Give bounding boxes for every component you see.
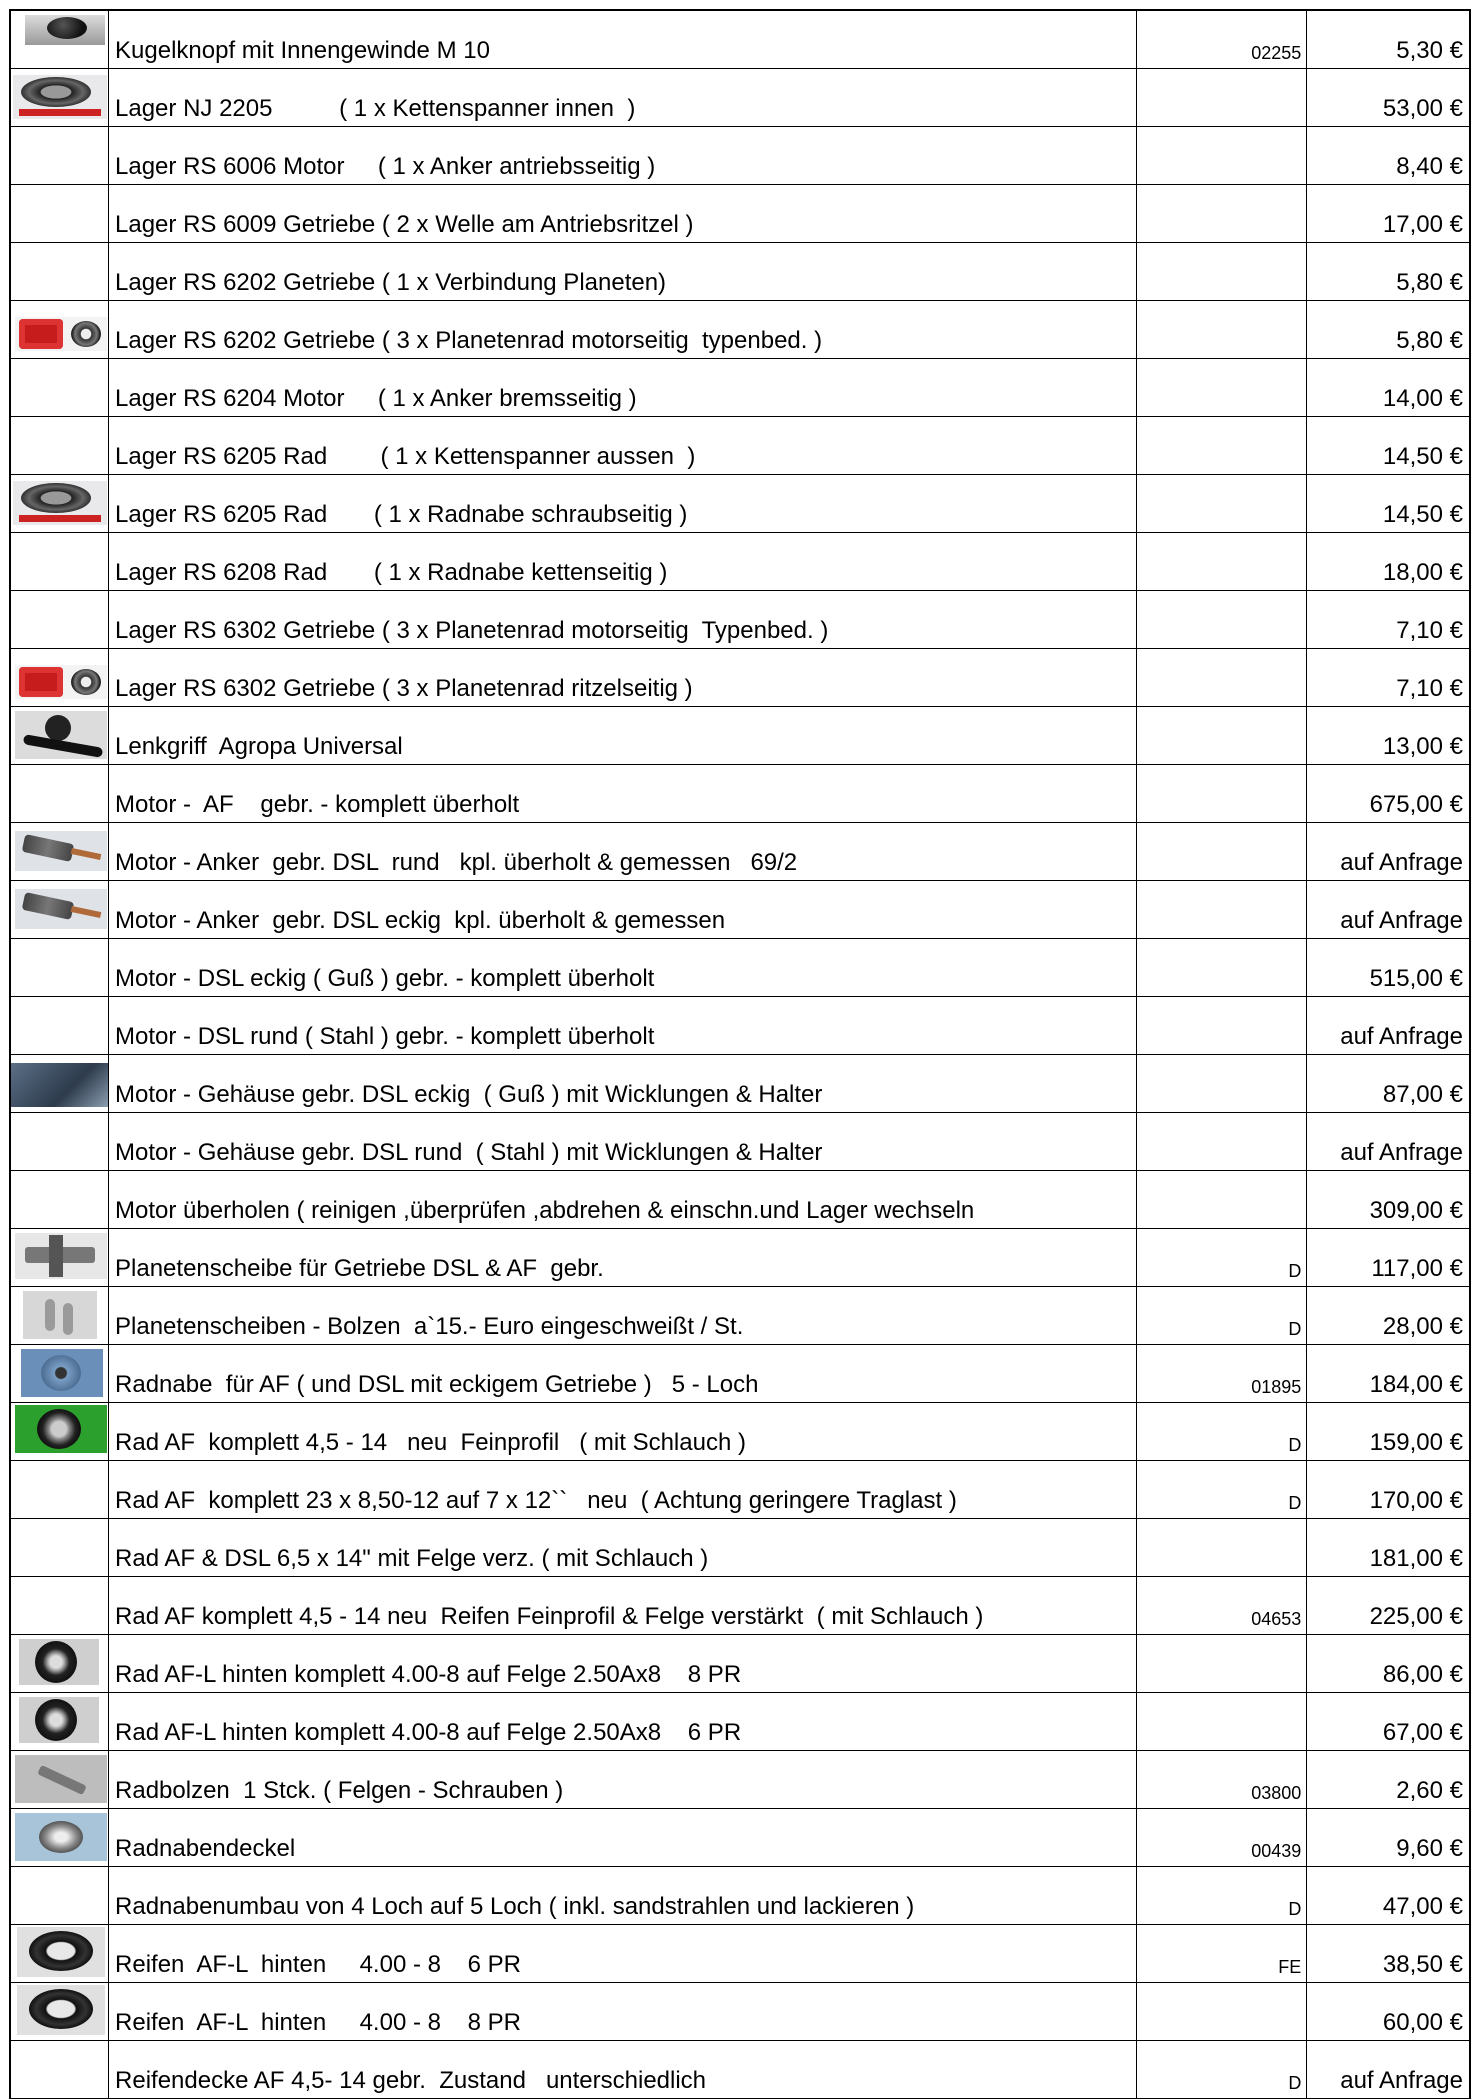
item-description: Planetenscheiben - Bolzen a`15.- Euro eingeschweißt / St. xyxy=(115,1313,744,1340)
item-description-cell xyxy=(109,1403,1137,1461)
product-image-cell xyxy=(10,1983,109,2041)
table-row xyxy=(10,2041,1470,2099)
hub-cap-icon xyxy=(15,1813,107,1861)
item-code: 00439 xyxy=(1251,1841,1302,1861)
item-price-cell xyxy=(1307,69,1470,127)
item-price-cell xyxy=(1307,1867,1470,1925)
product-image-cell xyxy=(10,1925,109,1983)
table-row xyxy=(10,1635,1470,1693)
product-image-cell xyxy=(10,765,109,823)
item-code-cell xyxy=(1137,1693,1307,1751)
item-price-cell xyxy=(1307,1229,1470,1287)
item-price-cell xyxy=(1307,1809,1470,1867)
product-image-cell xyxy=(10,301,109,359)
item-price-cell xyxy=(1307,417,1470,475)
item-code-cell xyxy=(1137,127,1307,185)
item-price-cell xyxy=(1307,881,1470,939)
item-description-cell xyxy=(109,1809,1137,1867)
table-row xyxy=(10,359,1470,417)
item-description-cell xyxy=(109,69,1137,127)
item-description-cell xyxy=(109,1345,1137,1403)
bolt-pins-icon xyxy=(23,1291,97,1339)
product-image-cell xyxy=(10,707,109,765)
item-price: 53,00 € xyxy=(1382,95,1463,122)
item-price: 181,00 € xyxy=(1369,1545,1463,1572)
table-row xyxy=(10,1809,1470,1867)
item-code-cell xyxy=(1137,591,1307,649)
item-price: 5,80 € xyxy=(1396,327,1463,354)
item-description: Lager RS 6302 Getriebe ( 3 x Planetenrad ritzelseitig ) xyxy=(115,675,693,702)
motor-housing-icon xyxy=(11,1063,109,1107)
product-image-cell xyxy=(10,1113,109,1171)
item-description: Planetenscheibe für Getriebe DSL & AF gebr. xyxy=(115,1255,604,1282)
product-image-cell xyxy=(10,475,109,533)
item-price: 60,00 € xyxy=(1382,2009,1463,2036)
item-description: Lager RS 6202 Getriebe ( 1 x Verbindung Planeten) xyxy=(115,269,667,296)
item-description: Lager RS 6208 Rad ( 1 x Radnabe kettenseitig ) xyxy=(115,559,668,586)
item-price-cell xyxy=(1307,1055,1470,1113)
table-row xyxy=(10,127,1470,185)
item-description: Lager RS 6302 Getriebe ( 3 x Planetenrad motorseitig Typenbed. ) xyxy=(115,617,829,644)
product-image-cell xyxy=(10,69,109,127)
item-description-cell xyxy=(109,823,1137,881)
item-price-cell xyxy=(1307,127,1470,185)
item-code: D xyxy=(1288,1435,1302,1455)
item-description: Lager RS 6006 Motor ( 1 x Anker antriebsseitig ) xyxy=(115,153,656,180)
product-image-cell xyxy=(10,1519,109,1577)
item-price: 184,00 € xyxy=(1369,1371,1463,1398)
item-code-cell xyxy=(1137,10,1307,69)
parts-price-table xyxy=(9,9,1471,2099)
item-description-cell xyxy=(109,939,1137,997)
item-description-cell xyxy=(109,997,1137,1055)
item-price: 28,00 € xyxy=(1382,1313,1463,1340)
item-code: D xyxy=(1288,1261,1302,1281)
table-row xyxy=(10,1983,1470,2041)
item-code-cell xyxy=(1137,1635,1307,1693)
table-row xyxy=(10,185,1470,243)
table-row xyxy=(10,1345,1470,1403)
table-row xyxy=(10,1171,1470,1229)
item-code: 02255 xyxy=(1251,43,1302,63)
table-row xyxy=(10,69,1470,127)
item-code: FE xyxy=(1278,1957,1302,1977)
bearing-icon xyxy=(13,75,107,119)
item-description: Motor überholen ( reinigen ,überprüfen ,abdrehen & einschn.und Lager wechseln xyxy=(115,1197,975,1224)
table-row xyxy=(10,1461,1470,1519)
item-description: Radnabendeckel xyxy=(115,1835,296,1862)
product-image-cell xyxy=(10,1809,109,1867)
item-description: Lager RS 6009 Getriebe ( 2 x Welle am Antriebsritzel ) xyxy=(115,211,694,238)
item-price-cell xyxy=(1307,1113,1470,1171)
item-price-cell xyxy=(1307,2041,1470,2099)
item-price: 9,60 € xyxy=(1396,1835,1463,1862)
item-price-cell xyxy=(1307,707,1470,765)
item-price: 14,50 € xyxy=(1382,443,1463,470)
item-description: Lenkgriff Agropa Universal xyxy=(115,733,403,760)
wheel-green-icon xyxy=(15,1405,107,1453)
item-description-cell xyxy=(109,1983,1137,2041)
item-code-cell xyxy=(1137,765,1307,823)
item-description-cell xyxy=(109,475,1137,533)
item-price: 2,60 € xyxy=(1396,1777,1463,1804)
item-code-cell xyxy=(1137,185,1307,243)
table-row xyxy=(10,417,1470,475)
item-description-cell xyxy=(109,1171,1137,1229)
item-code-cell xyxy=(1137,1229,1307,1287)
item-description: Lager RS 6205 Rad ( 1 x Radnabe schraubseitig ) xyxy=(115,501,688,528)
item-price: 67,00 € xyxy=(1382,1719,1463,1746)
item-price-cell xyxy=(1307,591,1470,649)
item-description: Rad AF-L hinten komplett 4.00-8 auf Felge 2.50Ax8 8 PR xyxy=(115,1661,742,1688)
item-price: 47,00 € xyxy=(1382,1893,1463,1920)
table-row xyxy=(10,765,1470,823)
item-code-cell xyxy=(1137,359,1307,417)
item-description: Rad AF komplett 23 x 8,50-12 auf 7 x 12`` neu ( Achtung geringere Traglast ) xyxy=(115,1487,957,1514)
item-price: 5,80 € xyxy=(1396,269,1463,296)
item-description-cell xyxy=(109,1055,1137,1113)
item-price: 13,00 € xyxy=(1382,733,1463,760)
item-description-cell xyxy=(109,301,1137,359)
item-price-cell xyxy=(1307,1693,1470,1751)
item-price: 675,00 € xyxy=(1369,791,1463,818)
table-row xyxy=(10,997,1470,1055)
item-code-cell xyxy=(1137,1171,1307,1229)
item-description-cell xyxy=(109,1461,1137,1519)
product-image-cell xyxy=(10,997,109,1055)
item-description: Kugelknopf mit Innengewinde M 10 xyxy=(115,37,490,64)
product-image-cell xyxy=(10,1693,109,1751)
item-price: auf Anfrage xyxy=(1340,907,1463,934)
product-image-cell xyxy=(10,1403,109,1461)
item-description-cell xyxy=(109,359,1137,417)
item-code-cell xyxy=(1137,417,1307,475)
item-code-cell xyxy=(1137,475,1307,533)
item-price: 117,00 € xyxy=(1371,1255,1463,1282)
item-price-cell xyxy=(1307,10,1470,69)
product-image-cell xyxy=(10,1461,109,1519)
item-description: Rad AF & DSL 6,5 x 14" mit Felge verz. ( mit Schlauch ) xyxy=(115,1545,709,1572)
item-price: 14,50 € xyxy=(1382,501,1463,528)
item-price: auf Anfrage xyxy=(1340,1023,1463,1050)
item-description-cell xyxy=(109,649,1137,707)
item-price: 515,00 € xyxy=(1369,965,1463,992)
item-description-cell xyxy=(109,591,1137,649)
item-price: auf Anfrage xyxy=(1340,2067,1463,2094)
item-description: Radnabenumbau von 4 Loch auf 5 Loch ( inkl. sandstrahlen und lackieren ) xyxy=(115,1893,915,1920)
item-description: Motor - Anker gebr. DSL rund kpl. überholt & gemessen 69/2 xyxy=(115,849,798,876)
item-description: Lager RS 6204 Motor ( 1 x Anker bremsseitig ) xyxy=(115,385,637,412)
table-row xyxy=(10,1403,1470,1461)
table-row xyxy=(10,881,1470,939)
item-description: Motor - DSL eckig ( Guß ) gebr. - komplett überholt xyxy=(115,965,655,992)
item-code-cell xyxy=(1137,301,1307,359)
item-price: 87,00 € xyxy=(1382,1081,1463,1108)
product-image-cell xyxy=(10,1171,109,1229)
item-code-cell xyxy=(1137,1113,1307,1171)
item-price: 38,50 € xyxy=(1382,1951,1463,1978)
item-description-cell xyxy=(109,10,1137,69)
table-row xyxy=(10,1577,1470,1635)
item-code-cell xyxy=(1137,1403,1307,1461)
item-price-cell xyxy=(1307,243,1470,301)
product-image-cell xyxy=(10,1867,109,1925)
item-description-cell xyxy=(109,2041,1137,2099)
tire-icon xyxy=(17,1927,105,1977)
item-price: 170,00 € xyxy=(1369,1487,1463,1514)
item-code: 03800 xyxy=(1251,1783,1302,1803)
item-code-cell xyxy=(1137,649,1307,707)
item-price: 8,40 € xyxy=(1396,153,1463,180)
item-price-cell xyxy=(1307,1403,1470,1461)
item-description: Motor - AF gebr. - komplett überholt xyxy=(115,791,520,818)
item-price: 309,00 € xyxy=(1369,1197,1463,1224)
item-code-cell xyxy=(1137,1809,1307,1867)
table-row xyxy=(10,1519,1470,1577)
item-description: Reifen AF-L hinten 4.00 - 8 6 PR xyxy=(115,1951,521,1978)
armature-icon xyxy=(15,831,107,871)
item-price: auf Anfrage xyxy=(1340,1139,1463,1166)
table-row xyxy=(10,475,1470,533)
item-description-cell xyxy=(109,1229,1137,1287)
table-row xyxy=(10,707,1470,765)
item-code-cell xyxy=(1137,823,1307,881)
item-description-cell xyxy=(109,1635,1137,1693)
item-price: 225,00 € xyxy=(1369,1603,1463,1630)
item-code-cell xyxy=(1137,1925,1307,1983)
item-description: Radnabe für AF ( und DSL mit eckigem Getriebe ) 5 - Loch xyxy=(115,1371,759,1398)
item-price-cell xyxy=(1307,475,1470,533)
product-image-cell xyxy=(10,10,109,69)
product-image-cell xyxy=(10,649,109,707)
item-description: Motor - DSL rund ( Stahl ) gebr. - komplett überholt xyxy=(115,1023,655,1050)
item-price-cell xyxy=(1307,1287,1470,1345)
item-code-cell xyxy=(1137,1345,1307,1403)
product-image-cell xyxy=(10,939,109,997)
table-row xyxy=(10,939,1470,997)
table-row xyxy=(10,1055,1470,1113)
table-row xyxy=(10,1693,1470,1751)
item-description-cell xyxy=(109,1751,1137,1809)
red-bearing-icon xyxy=(15,317,107,351)
parts-rows xyxy=(10,10,1470,2099)
item-description: Rad AF-L hinten komplett 4.00-8 auf Felge 2.50Ax8 6 PR xyxy=(115,1719,742,1746)
table-row xyxy=(10,1867,1470,1925)
item-description-cell xyxy=(109,1287,1137,1345)
item-price-cell xyxy=(1307,1519,1470,1577)
item-price-cell xyxy=(1307,533,1470,591)
item-description: Reifendecke AF 4,5- 14 gebr. Zustand unterschiedlich xyxy=(115,2067,707,2094)
item-description-cell xyxy=(109,881,1137,939)
wheel-icon xyxy=(19,1639,99,1685)
product-image-cell xyxy=(10,2041,109,2099)
bearing-icon xyxy=(13,481,107,525)
item-code-cell xyxy=(1137,1287,1307,1345)
product-image-cell xyxy=(10,359,109,417)
item-code-cell xyxy=(1137,1519,1307,1577)
item-description: Motor - Gehäuse gebr. DSL eckig ( Guß ) mit Wicklungen & Halter xyxy=(115,1081,823,1108)
steering-grip-icon xyxy=(15,711,107,759)
item-code-cell xyxy=(1137,2041,1307,2099)
item-price-cell xyxy=(1307,823,1470,881)
item-description-cell xyxy=(109,185,1137,243)
tire-icon xyxy=(17,1985,105,2035)
armature-icon xyxy=(15,889,107,929)
item-code: 04653 xyxy=(1251,1609,1302,1629)
item-code-cell xyxy=(1137,1751,1307,1809)
item-code-cell xyxy=(1137,243,1307,301)
item-description-cell xyxy=(109,707,1137,765)
table-row xyxy=(10,1287,1470,1345)
item-description-cell xyxy=(109,533,1137,591)
item-description: Rad AF komplett 4,5 - 14 neu Reifen Feinprofil & Felge verstärkt ( mit Schlauch ) xyxy=(115,1603,984,1630)
item-code-cell xyxy=(1137,1983,1307,2041)
product-image-cell xyxy=(10,823,109,881)
item-price-cell xyxy=(1307,1751,1470,1809)
item-price-cell xyxy=(1307,1577,1470,1635)
product-image-cell xyxy=(10,533,109,591)
table-row xyxy=(10,10,1470,69)
product-image-cell xyxy=(10,1287,109,1345)
item-description-cell xyxy=(109,1577,1137,1635)
item-code: D xyxy=(1288,1899,1302,1919)
item-price-cell xyxy=(1307,765,1470,823)
item-price: 7,10 € xyxy=(1396,675,1463,702)
item-code-cell xyxy=(1137,1867,1307,1925)
item-description: Rad AF komplett 4,5 - 14 neu Feinprofil ( mit Schlauch ) xyxy=(115,1429,746,1456)
table-row xyxy=(10,591,1470,649)
item-code-cell xyxy=(1137,1577,1307,1635)
item-description-cell xyxy=(109,1867,1137,1925)
table-row xyxy=(10,1925,1470,1983)
product-image-cell xyxy=(10,1229,109,1287)
item-price-cell xyxy=(1307,1635,1470,1693)
item-code-cell xyxy=(1137,69,1307,127)
item-price-cell xyxy=(1307,997,1470,1055)
item-price-cell xyxy=(1307,939,1470,997)
planet-disc-icon xyxy=(15,1233,107,1279)
item-description-cell xyxy=(109,1519,1137,1577)
item-code-cell xyxy=(1137,533,1307,591)
product-image-cell xyxy=(10,243,109,301)
item-price: 17,00 € xyxy=(1382,211,1463,238)
item-code-cell xyxy=(1137,997,1307,1055)
item-price-cell xyxy=(1307,1345,1470,1403)
item-code: D xyxy=(1288,2073,1302,2093)
product-image-cell xyxy=(10,185,109,243)
item-price: auf Anfrage xyxy=(1340,849,1463,876)
table-row xyxy=(10,649,1470,707)
item-description: Radbolzen 1 Stck. ( Felgen - Schrauben ) xyxy=(115,1777,564,1804)
item-description: Motor - Anker gebr. DSL eckig kpl. überholt & gemessen xyxy=(115,907,726,934)
table-row xyxy=(10,1751,1470,1809)
item-description-cell xyxy=(109,1113,1137,1171)
wheel-icon xyxy=(19,1697,99,1743)
table-row xyxy=(10,533,1470,591)
item-code-cell xyxy=(1137,1461,1307,1519)
item-description: Lager RS 6205 Rad ( 1 x Kettenspanner aussen ) xyxy=(115,443,696,470)
item-description: Lager NJ 2205 ( 1 x Kettenspanner innen ) xyxy=(115,95,636,122)
item-price: 7,10 € xyxy=(1396,617,1463,644)
product-image-cell xyxy=(10,417,109,475)
item-description-cell xyxy=(109,765,1137,823)
table-row xyxy=(10,301,1470,359)
product-image-cell xyxy=(10,881,109,939)
product-image-cell xyxy=(10,127,109,185)
wheel-hub-icon xyxy=(21,1349,103,1397)
item-description-cell xyxy=(109,417,1137,475)
item-description: Lager RS 6202 Getriebe ( 3 x Planetenrad motorseitig typenbed. ) xyxy=(115,327,823,354)
item-code: D xyxy=(1288,1319,1302,1339)
item-description-cell xyxy=(109,127,1137,185)
table-row xyxy=(10,243,1470,301)
product-image-cell xyxy=(10,591,109,649)
item-code-cell xyxy=(1137,881,1307,939)
red-bearing-icon xyxy=(15,665,107,699)
item-price: 18,00 € xyxy=(1382,559,1463,586)
knob-icon xyxy=(25,15,105,45)
product-image-cell xyxy=(10,1751,109,1809)
item-price-cell xyxy=(1307,359,1470,417)
product-image-cell xyxy=(10,1635,109,1693)
product-image-cell xyxy=(10,1345,109,1403)
item-code-cell xyxy=(1137,939,1307,997)
item-price-cell xyxy=(1307,1925,1470,1983)
item-price: 14,00 € xyxy=(1382,385,1463,412)
item-code: 01895 xyxy=(1251,1377,1302,1397)
item-description-cell xyxy=(109,1693,1137,1751)
item-code-cell xyxy=(1137,1055,1307,1113)
wheel-bolt-icon xyxy=(15,1755,107,1803)
table-row xyxy=(10,823,1470,881)
item-description-cell xyxy=(109,243,1137,301)
item-price-cell xyxy=(1307,1461,1470,1519)
item-description-cell xyxy=(109,1925,1137,1983)
item-description: Motor - Gehäuse gebr. DSL rund ( Stahl ) mit Wicklungen & Halter xyxy=(115,1139,823,1166)
item-price-cell xyxy=(1307,301,1470,359)
item-price-cell xyxy=(1307,649,1470,707)
product-image-cell xyxy=(10,1577,109,1635)
product-image-cell xyxy=(10,1055,109,1113)
item-code: D xyxy=(1288,1493,1302,1513)
item-code-cell xyxy=(1137,707,1307,765)
item-price-cell xyxy=(1307,1171,1470,1229)
item-price: 5,30 € xyxy=(1396,37,1463,64)
item-price-cell xyxy=(1307,185,1470,243)
item-price-cell xyxy=(1307,1983,1470,2041)
item-price: 86,00 € xyxy=(1382,1661,1463,1688)
table-row xyxy=(10,1113,1470,1171)
item-description: Reifen AF-L hinten 4.00 - 8 8 PR xyxy=(115,2009,521,2036)
item-price: 159,00 € xyxy=(1369,1429,1463,1456)
table-row xyxy=(10,1229,1470,1287)
